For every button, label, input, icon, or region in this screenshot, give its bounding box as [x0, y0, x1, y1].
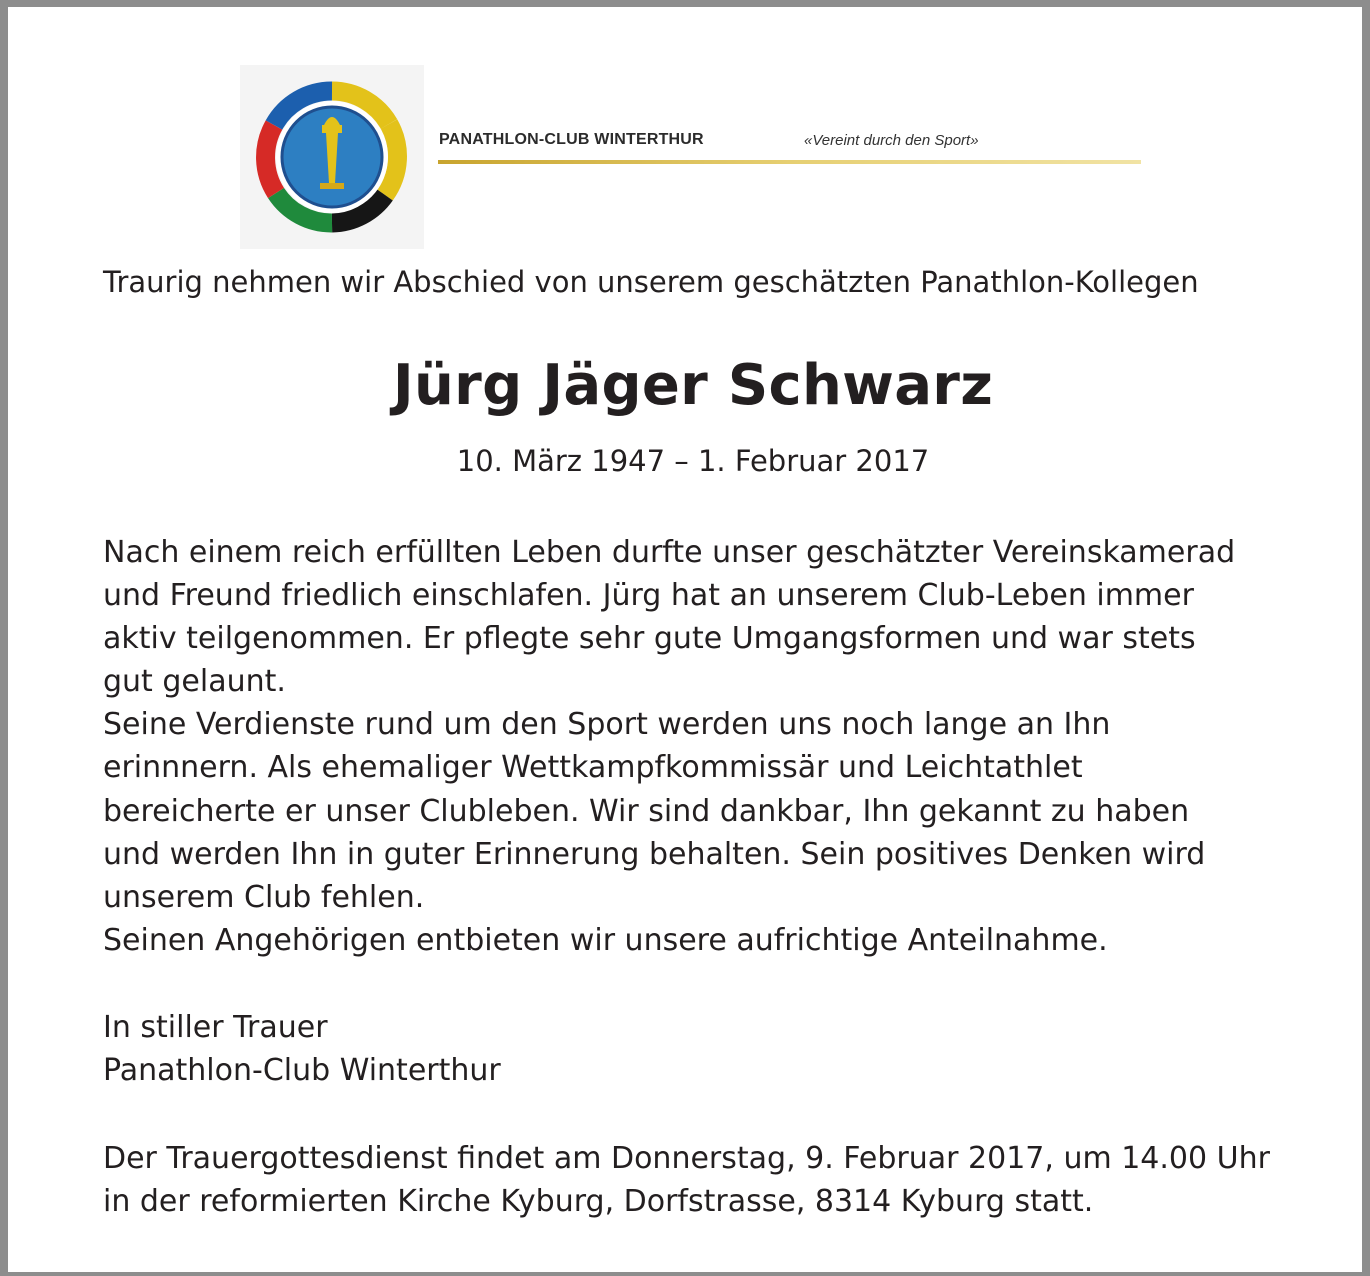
service-line: in der reformierten Kirche Kyburg, Dorfstrasse, 8314 Kyburg statt.	[103, 1184, 1094, 1219]
body-line: erinnnern. Als ehemaliger Wettkampfkommissär und Leichtathlet	[103, 750, 1083, 785]
club-name: PANATHLON-CLUB WINTERTHUR	[439, 131, 704, 148]
body-line: Seine Verdienste rund um den Sport werden uns noch lange an Ihn	[103, 707, 1111, 742]
club-motto: «Vereint durch den Sport»	[804, 132, 979, 149]
body-line: gut gelaunt.	[103, 664, 286, 699]
body-line: Nach einem reich erfüllten Leben durfte unser geschätzter Vereinskamerad	[103, 535, 1236, 570]
body-line: Seinen Angehörigen entbieten wir unsere aufrichtige Anteilnahme.	[103, 923, 1108, 958]
logo-divider	[438, 160, 1141, 164]
body-line: unserem Club fehlen.	[103, 880, 425, 915]
service-line: Der Trauergottesdienst findet am Donnerstag, 9. Februar 2017, um 14.00 Uhr	[103, 1141, 1270, 1176]
body-line: bereicherte er unser Clubleben. Wir sind dankbar, Ihn gekannt zu haben	[103, 794, 1190, 829]
signature-club: Panathlon-Club Winterthur	[103, 1053, 501, 1088]
life-dates: 10. März 1947 – 1. Februar 2017	[456, 444, 930, 478]
body-line: aktiv teilgenommen. Er pflegte sehr gute Umgangsformen und war stets	[103, 621, 1196, 656]
deceased-name: Jürg Jäger Schwarz	[392, 353, 994, 418]
signature-line: In stiller Trauer	[103, 1010, 328, 1045]
intro-text: Traurig nehmen wir Abschied von unserem geschätzten Panathlon-Kollegen	[103, 265, 1199, 299]
body-line: und Freund friedlich einschlafen. Jürg hat an unserem Club-Leben immer	[103, 578, 1194, 613]
club-logo	[240, 65, 1140, 249]
body-line: und werden Ihn in guter Erinnerung behalten. Sein positives Denken wird	[103, 837, 1206, 872]
panathlon-emblem-icon	[240, 65, 424, 249]
